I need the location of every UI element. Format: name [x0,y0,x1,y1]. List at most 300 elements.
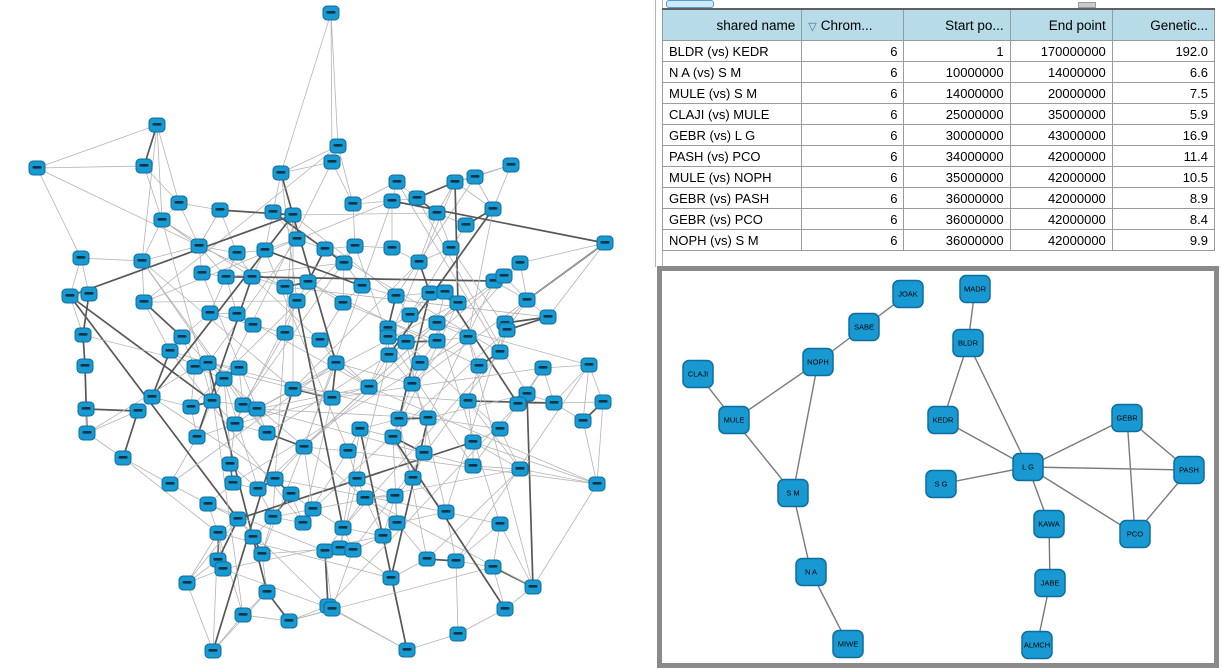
table-cell: 6 [802,146,904,167]
network-node[interactable] [328,356,344,370]
network-node[interactable] [29,161,45,175]
node-label [134,409,143,412]
table-cell: 10.5 [1112,167,1214,188]
network-node[interactable] [216,372,232,386]
node-label [289,387,298,390]
network-node[interactable] [273,166,289,180]
node-label [452,559,461,562]
network-node[interactable] [437,285,453,299]
network-node[interactable] [467,170,483,184]
network-node[interactable] [429,316,445,330]
network-node[interactable] [354,279,370,293]
table-row[interactable] [663,230,1215,251]
network-node[interactable] [130,404,146,418]
network-node[interactable] [257,243,273,257]
network-edge [213,533,218,651]
network-node[interactable] [388,289,404,303]
sub-network-node-kedr[interactable] [928,407,958,434]
node-label [33,166,42,169]
network-node[interactable] [189,430,205,444]
network-node[interactable] [540,310,556,324]
network-node[interactable] [136,159,152,173]
network-node[interactable] [465,459,481,473]
network-node[interactable] [305,502,321,516]
network-node[interactable] [149,118,165,132]
node-label [204,361,213,364]
node-label [500,274,509,277]
sub-network-node-pash[interactable] [1174,457,1204,484]
network-node[interactable] [429,334,445,348]
network-node[interactable] [361,380,377,394]
network-node[interactable] [383,571,399,585]
network-node[interactable] [283,487,299,501]
network-node[interactable] [595,395,611,409]
network-edge [37,168,81,258]
sub-network-node-bldr[interactable] [953,330,983,357]
network-node[interactable] [312,333,328,347]
sub-network-node-sabe[interactable] [849,314,879,341]
network-node[interactable] [250,482,266,496]
network-node[interactable] [404,377,420,391]
column-header-chrom-[interactable] [802,9,904,41]
node-label [454,301,463,304]
node-label: GEBR [1116,413,1138,423]
node-label: MIWE [837,639,859,649]
network-node[interactable] [510,397,526,411]
network-node[interactable] [380,330,396,344]
table-cell: 35000000 [1010,104,1112,125]
network-node[interactable] [249,402,265,416]
sub-network-node-joak[interactable] [893,281,923,308]
node-label [79,333,88,336]
column-header-shared-name[interactable] [663,9,802,41]
network-node[interactable] [229,246,245,260]
network-node[interactable] [285,208,301,222]
table-cell: 11.4 [1112,146,1214,167]
sub-network-node-madr[interactable] [960,276,990,303]
column-header-genetic-[interactable] [1112,9,1214,41]
network-node[interactable] [183,400,199,414]
network-node[interactable] [277,280,293,294]
node-label [393,521,402,524]
network-node[interactable] [289,294,305,308]
sub-network-node-almch[interactable] [1022,632,1052,659]
sub-network-node-miwe[interactable] [833,631,863,658]
sub-network-node-pco[interactable] [1120,521,1150,548]
network-node[interactable] [330,139,346,153]
network-node[interactable] [300,275,316,289]
sub-network-node-sg[interactable] [926,471,956,498]
node-label [433,339,442,342]
column-header-label: Genetic... [1150,17,1208,33]
network-node[interactable] [281,614,297,628]
sub-network-node-na[interactable] [796,559,826,586]
table-row[interactable] [663,104,1215,125]
sub-network-node-jabe[interactable] [1035,570,1065,597]
table-cell: GEBR (vs) PASH [663,188,802,209]
network-node[interactable] [259,585,275,599]
node-label [442,510,451,513]
network-node[interactable] [460,330,476,344]
node-label [140,164,149,167]
network-node[interactable] [171,196,187,210]
network-node[interactable] [347,239,363,253]
network-edge [87,367,195,433]
table-cell: 5.9 [1112,104,1214,125]
network-node[interactable] [200,497,216,511]
table-cell: 14000000 [1010,62,1112,83]
network-node[interactable] [244,270,260,284]
network-node[interactable] [194,266,210,280]
table-row[interactable] [663,62,1215,83]
table-cell: 6 [802,104,904,125]
network-node[interactable] [575,414,591,428]
network-node[interactable] [345,197,361,211]
network-node[interactable] [212,203,228,217]
network-edge [597,402,603,484]
network-node[interactable] [497,602,513,616]
network-node[interactable] [154,213,170,227]
node-label [462,223,471,226]
node-label [138,259,147,262]
table-header-row [663,9,1215,41]
network-node[interactable] [492,345,508,359]
node-label [269,515,278,518]
sub-network-node-noph[interactable] [803,349,833,376]
network-node[interactable] [447,175,463,189]
network-node[interactable] [200,356,216,370]
network-node[interactable] [296,440,312,454]
column-header-end-point[interactable] [1010,9,1112,41]
sub-network-node-gebr[interactable] [1112,405,1142,432]
node-label [293,237,302,240]
network-node[interactable] [231,361,247,375]
node-label [263,431,272,434]
network-node[interactable] [174,330,190,344]
network-node[interactable] [492,422,508,436]
network-node[interactable] [324,155,340,169]
network-edge [220,210,293,215]
network-node[interactable] [496,269,512,283]
network-node[interactable] [411,255,427,269]
network-node[interactable] [460,394,476,408]
network-node[interactable] [295,516,311,530]
node-label [316,338,325,341]
network-node[interactable] [391,412,407,426]
network-node[interactable] [389,516,405,530]
node-label [413,196,422,199]
network-node[interactable] [259,426,275,440]
node-label: PASH [1179,465,1199,475]
network-node[interactable] [416,446,432,460]
network-edge [37,166,144,168]
network-node[interactable] [222,457,238,471]
node-label [321,549,330,552]
sub-network-canvas[interactable] [662,271,1214,663]
node-label [593,482,602,485]
network-node[interactable] [317,544,333,558]
node-label [344,449,353,452]
network-node[interactable] [405,471,421,485]
network-node[interactable] [136,295,152,309]
node-label [299,521,308,524]
network-node[interactable] [448,554,464,568]
network-node[interactable] [162,477,178,491]
node-label [334,144,343,147]
network-node[interactable] [409,191,425,205]
node-label [389,435,398,438]
network-node[interactable] [399,643,415,657]
table-cell: 6.6 [1112,62,1214,83]
network-node[interactable] [485,560,501,574]
node-label [332,361,341,364]
node-label [385,353,394,356]
network-edge [393,437,397,523]
table-row[interactable] [663,167,1215,188]
network-node[interactable] [115,451,131,465]
node-label [277,171,286,174]
network-node[interactable] [81,287,97,301]
node-label [441,290,450,293]
node-label [349,202,358,205]
network-node[interactable] [324,602,340,616]
node-label [258,552,267,555]
sub-network-node-kawa[interactable] [1034,511,1064,538]
table-cell: 36000000 [904,188,1010,209]
network-node[interactable] [429,206,445,220]
node-label [464,399,473,402]
network-node[interactable] [519,293,535,307]
network-edge [473,442,597,484]
node-label [585,363,594,366]
network-edge [304,201,392,447]
network-node[interactable] [245,530,261,544]
network-edge [70,296,212,401]
node-label [289,213,298,216]
table-row[interactable] [663,83,1215,104]
node-label [82,407,91,410]
tab-fragment[interactable] [666,0,714,8]
table-cell: NOPH (vs) S M [663,230,802,251]
node-label [166,349,175,352]
network-node[interactable] [546,396,562,410]
node-label [254,487,263,490]
table-cell: 6 [802,188,904,209]
network-node[interactable] [503,158,519,172]
network-node[interactable] [412,356,428,370]
network-node[interactable] [402,308,418,322]
network-node[interactable] [78,402,94,416]
node-label [249,323,258,326]
network-node[interactable] [345,543,361,557]
node-label: L G [1022,462,1034,472]
table-cell: 9.9 [1112,230,1214,251]
sub-network-node-sm[interactable] [778,480,808,507]
network-node[interactable] [389,175,405,189]
sub-network-panel [657,266,1219,668]
network-node[interactable] [229,307,245,321]
network-node[interactable] [75,328,91,342]
network-node[interactable] [245,318,261,332]
network-node[interactable] [419,552,435,566]
network-node[interactable] [289,232,305,246]
network-node[interactable] [210,526,226,540]
network-node[interactable] [485,202,501,216]
node-label [501,607,510,610]
node-label [391,494,400,497]
node-label [119,456,128,459]
network-node[interactable] [285,382,301,396]
network-node[interactable] [443,241,459,255]
network-node[interactable] [525,580,541,594]
table-cell: 6 [802,41,904,62]
node-label [328,160,337,163]
node-label: PCO [1126,529,1144,539]
node-label [402,340,411,343]
filter-icon[interactable]: ▽ [808,20,817,33]
network-edge [338,146,353,204]
network-node[interactable] [265,510,281,524]
table-row[interactable] [663,146,1215,167]
network-node[interactable] [218,270,234,284]
network-node[interactable] [458,218,474,232]
network-edge [81,258,142,261]
node-label [239,403,248,406]
network-node[interactable] [77,359,93,373]
network-node[interactable] [492,517,508,531]
network-node[interactable] [215,562,231,576]
network-node[interactable] [79,426,95,440]
network-node[interactable] [134,254,150,268]
node-label [339,526,348,529]
network-node[interactable] [398,335,414,349]
network-node[interactable] [235,608,251,622]
network-node[interactable] [381,348,397,362]
node-label [579,419,588,422]
network-node[interactable] [204,394,220,408]
sub-network-node-mule[interactable] [719,407,749,434]
network-node[interactable] [267,472,283,486]
node-label [408,382,417,385]
table-row[interactable] [663,125,1215,146]
table-row[interactable] [663,188,1215,209]
column-header-start-po-[interactable] [904,9,1010,41]
network-node[interactable] [349,472,365,486]
table-row[interactable] [663,209,1215,230]
network-node[interactable] [357,491,373,505]
network-node[interactable] [512,256,528,270]
node-label [388,246,397,249]
node-label [328,607,337,610]
network-node[interactable] [191,239,207,253]
network-node[interactable] [179,576,195,590]
node-label [178,335,187,338]
sub-network-node-claji[interactable] [683,361,713,388]
node-label [353,477,362,480]
network-node[interactable] [230,512,246,526]
column-header-label: Start po... [945,17,1004,33]
network-node[interactable] [317,242,333,256]
network-node[interactable] [450,296,466,310]
table-cell: PASH (vs) PCO [663,146,802,167]
node-label [148,395,157,398]
node-label [195,244,204,247]
node-label [433,211,442,214]
network-node[interactable] [340,444,356,458]
network-node[interactable] [597,236,613,250]
network-node[interactable] [227,417,243,431]
network-node[interactable] [438,505,454,519]
network-node[interactable] [62,289,78,303]
network-node[interactable] [384,194,400,208]
network-edge [393,437,505,609]
table-row[interactable] [663,41,1215,62]
network-node[interactable] [323,6,339,20]
network-node[interactable] [336,256,352,270]
network-edge [583,365,589,421]
table-cell: 42000000 [1010,209,1112,230]
network-node[interactable] [384,241,400,255]
network-node[interactable] [324,391,340,405]
table-cell: 42000000 [1010,230,1112,251]
network-node[interactable] [335,296,351,310]
node-label [234,517,243,520]
node-label [231,422,240,425]
node-label [233,312,242,315]
network-node[interactable] [375,529,391,543]
network-node[interactable] [512,462,528,476]
table-cell: 36000000 [904,230,1010,251]
node-label [365,385,374,388]
network-node[interactable] [225,476,241,490]
node-label [539,366,548,369]
sub-network-edge [1127,418,1135,534]
network-node[interactable] [254,547,270,561]
network-node[interactable] [387,489,403,503]
network-node[interactable] [162,344,178,358]
node-label [249,535,258,538]
node-label [516,467,525,470]
network-node[interactable] [335,521,351,535]
network-node[interactable] [385,430,401,444]
network-node[interactable] [471,359,487,373]
network-node[interactable] [420,411,436,425]
node-label [248,275,257,278]
node-label [239,613,248,616]
table-cell: CLAJI (vs) MULE [663,104,802,125]
network-node[interactable] [352,422,368,436]
network-node[interactable] [202,306,218,320]
network-node[interactable] [589,477,605,491]
network-node[interactable] [499,323,515,337]
node-label [601,241,610,244]
network-node[interactable] [450,627,466,641]
sub-network-node-lg[interactable] [1013,454,1043,481]
network-edge [325,551,328,606]
network-node[interactable] [265,205,281,219]
network-node[interactable] [465,435,481,449]
node-label [214,531,223,534]
network-node[interactable] [422,286,438,300]
network-node[interactable] [144,390,160,404]
network-node[interactable] [535,361,551,375]
network-node[interactable] [581,358,597,372]
network-node[interactable] [205,644,221,658]
node-label [423,557,432,560]
node-label [516,261,525,264]
network-node[interactable] [73,251,89,265]
network-node[interactable] [277,326,293,340]
